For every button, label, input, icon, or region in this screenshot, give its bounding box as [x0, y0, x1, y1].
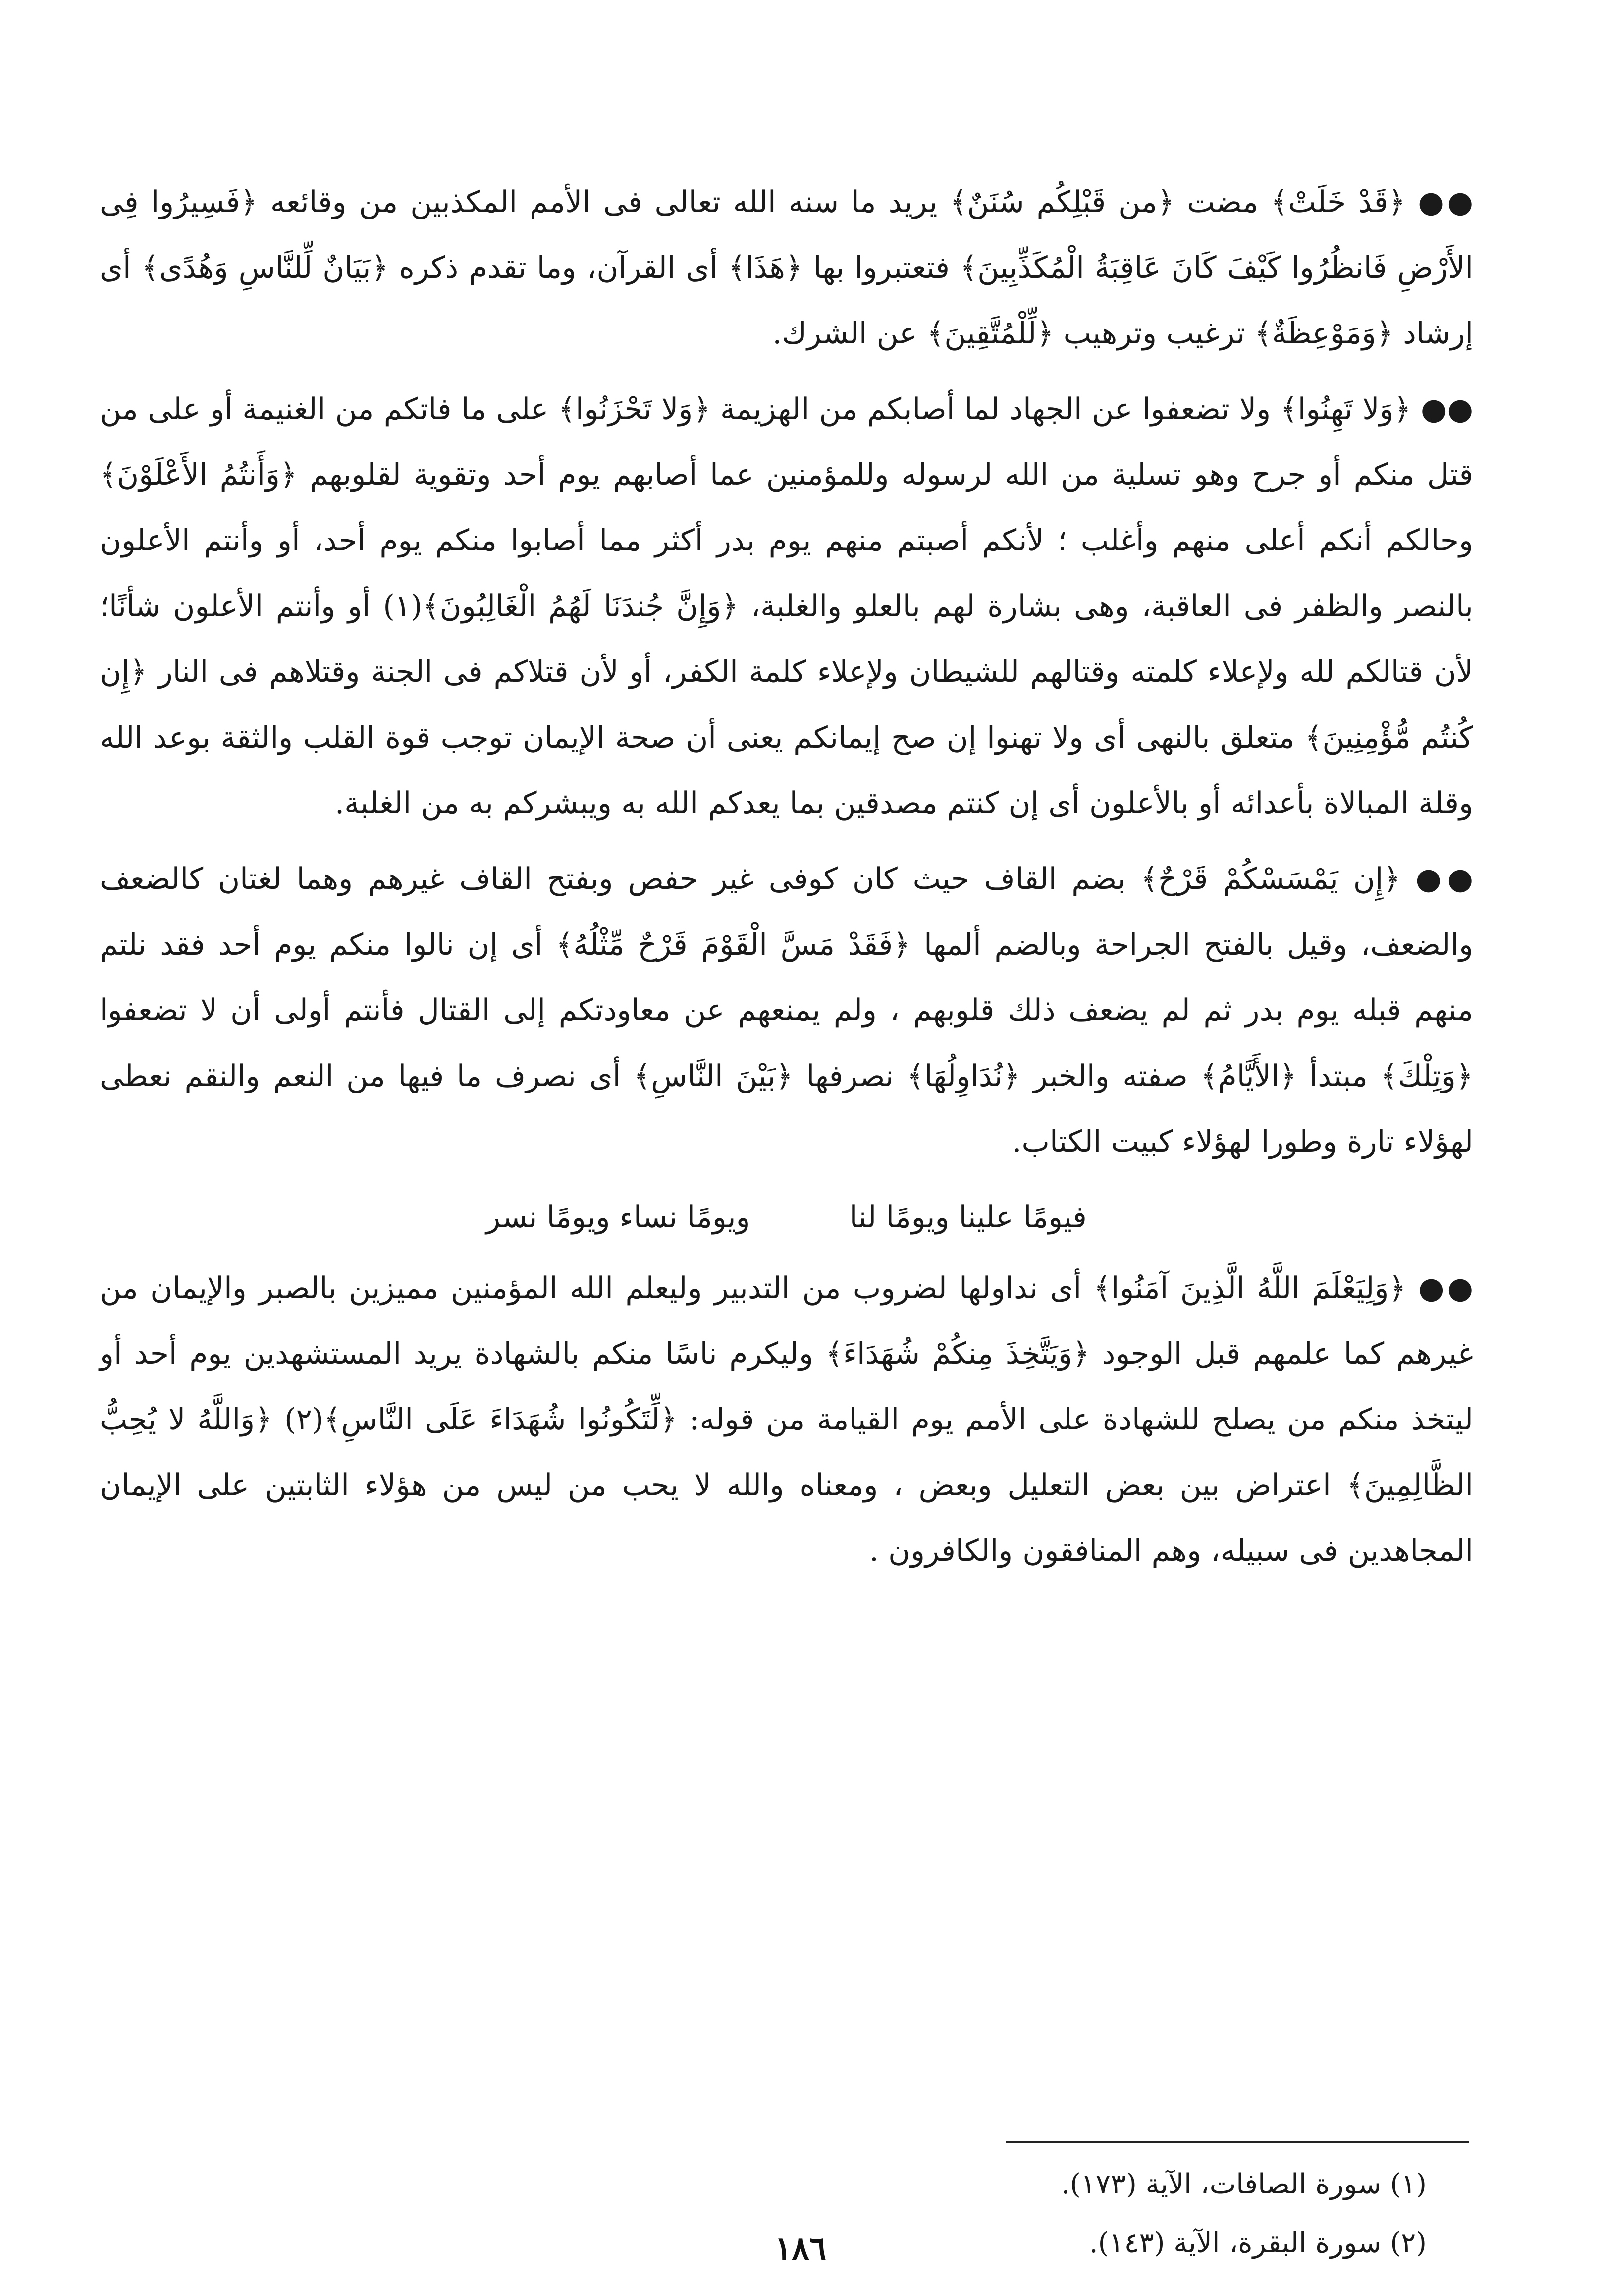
verse-hemistich-1: فيومًا علينا ويومًا لنا: [849, 1200, 1087, 1235]
page-number: ١٨٦: [774, 2230, 827, 2267]
footnote-separator: [1006, 2141, 1469, 2143]
body-text: [100, 169, 1473, 1594]
footnote-2: (٢) سورة البقرة، الآية (١٤٣).: [1089, 2227, 1427, 2259]
footnote-1: (١) سورة الصافات، الآية (١٧٣).: [1061, 2168, 1427, 2200]
paragraph-3: ●● ﴿إِن يَمْسَسْكُمْ قَرْحٌ﴾ بضم القاف حيث كان كوفى غير حفص وبفتح القاف غيرهم وهما لغتان كالضعف والضعف، وقيل بالفتح الجراحة وبالضم ألمها ﴿فَقَدْ مَسَّ الْقَوْمَ قَرْحٌ مِّثْلُهُ﴾ أى إن نالوا منكم يوم أحد فقد نلتم منهم قبله يوم بدر ثم لم يضعف ذلك قلوبهم ، ولم يمنعهم عن معاودتكم إلى القتال فأنتم أولى أن لا تضعفوا ﴿وَتِلْكَ﴾ مبتدأ ﴿الأَيَّامُ﴾ صفته والخبر ﴿نُدَاوِلُهَا﴾ نصرفها ﴿بَيْنَ النَّاسِ﴾ أى نصرف ما فيها من النعم والنقم نعطى لهؤلاء تارة وطورا لهؤلاء كبيت الكتاب.: [100, 862, 1473, 1159]
paragraph-2: ●● ﴿وَلا تَهِنُوا﴾ ولا تضعفوا عن الجهاد لما أصابكم من الهزيمة ﴿وَلا تَحْزَنُوا﴾ على ما فاتكم من الغنيمة أو على من قتل منكم أو جرح وهو تسلية من الله لرسوله وللمؤمنين عما أصابهم يوم أحد وتقوية لقلوبهم ﴿وَأَنتُمُ الأَعْلَوْنَ﴾ وحالكم أنكم أعلى منهم وأغلب ؛ لأنكم أصبتم منهم يوم بدر أكثر مما أصابوا منكم يوم أحد، أو وأنتم الأعلون بالنصر والظفر فى العاقبة، وهى بشارة لهم بالعلو والغلبة، ﴿وَإِنَّ جُندَنَا لَهُمُ الْغَالِبُونَ﴾(١) أو وأنتم الأعلون شأنًا؛ لأن قتالكم لله ولإعلاء كلمته وقتالهم للشيطان ولإعلاء كلمة الكفر، أو لأن قتلاكم فى الجنة وقتلاهم فى النار ﴿إِن كُنتُم مُّؤْمِنِينَ﴾ متعلق بالنهى أى ولا تهنوا إن صح إيمانكم يعنى أن صحة الإيمان توجب قوة القلب والثقة بوعد الله وقلة المبالاة بأعدائه أو بالأعلون أى إن كنتم مصدقين بما يعدكم الله به ويبشركم به من الغلبة.: [100, 392, 1473, 821]
verse-hemistich-2: ويومًا نساء ويومًا نسر: [486, 1200, 750, 1235]
poetry-verse: [100, 1185, 1473, 1250]
paragraph-4: ●● ﴿وَلِيَعْلَمَ اللَّهُ الَّذِينَ آمَنُوا﴾ أى نداولها لضروب من التدبير وليعلم الله المؤمنين مميزين بالصبر والإيمان من غيرهم كما علمهم قبل الوجود ﴿وَيَتَّخِذَ مِنكُمْ شُهَدَاءَ﴾ وليكرم ناسًا منكم بالشهادة يريد المستشهدين يوم أحد أو ليتخذ منكم من يصلح للشهادة على الأمم يوم القيامة من قوله: ﴿لِّتَكُونُوا شُهَدَاءَ عَلَى النَّاسِ﴾(٢) ﴿وَاللَّهُ لا يُحِبُّ الظَّالِمِينَ﴾ اعتراض بين بعض التعليل وبعض ، ومعناه والله لا يحب من ليس من هؤلاء الثابتين على الإيمان المجاهدين فى سبيله، وهم المنافقون والكافرون .: [100, 1271, 1473, 1568]
paragraph-1: ●● ﴿قَدْ خَلَتْ﴾ مضت ﴿من قَبْلِكُم سُنَنٌ﴾ يريد ما سنه الله تعالى فى الأمم المكذبين من وقائعه ﴿فَسِيرُوا فِى الأَرْضِ فَانظُرُوا كَيْفَ كَانَ عَاقِبَةُ الْمُكَذِّبِينَ﴾ فتعتبروا بها ﴿هَذَا﴾ أى القرآن، وما تقدم ذكره ﴿بَيَانٌ لِّلنَّاسِ وَهُدًى﴾ أى إرشاد ﴿وَمَوْعِظَةٌ﴾ ترغيب وترهيب ﴿لِّلْمُتَّقِينَ﴾ عن الشرك.: [100, 185, 1473, 351]
